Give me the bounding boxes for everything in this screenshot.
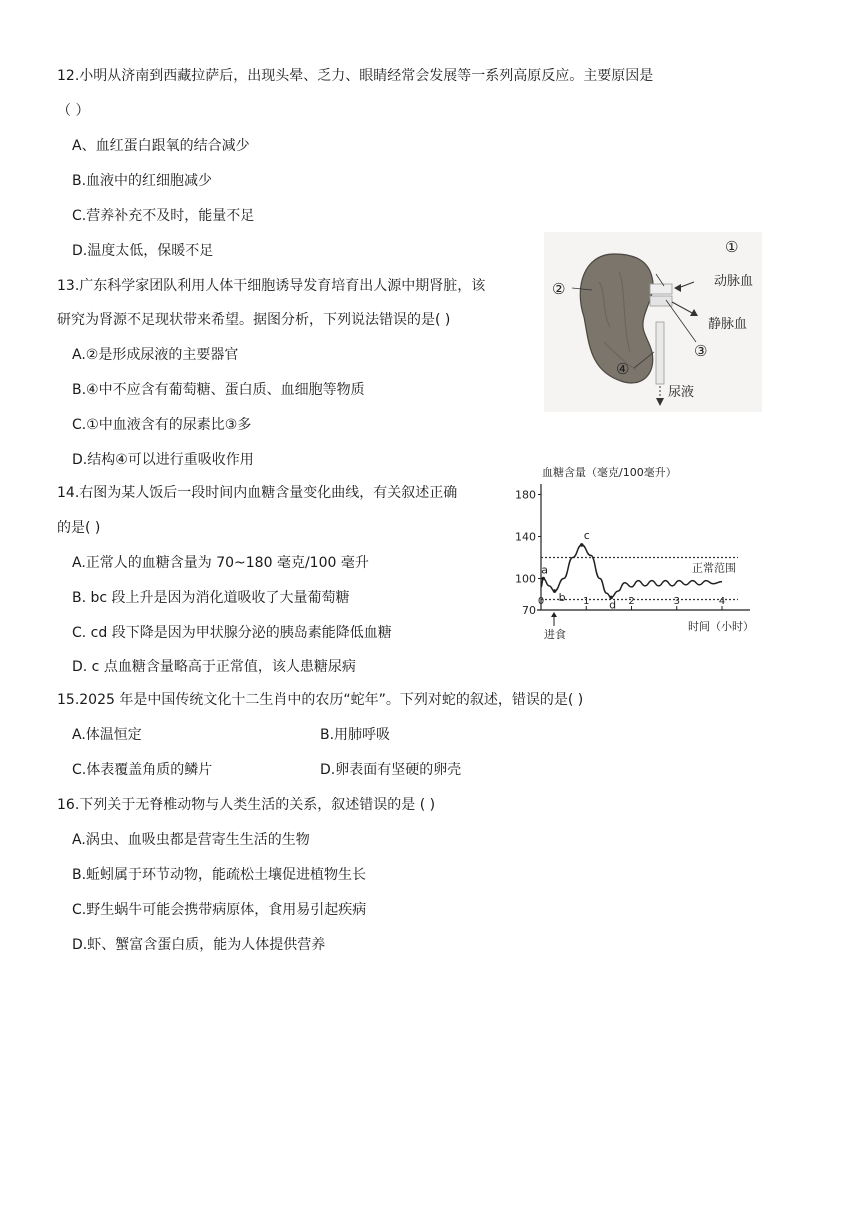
q12-option-c: C.营养补充不及时，能量不足 — [72, 208, 255, 224]
q16-option-b: B.蚯蚓属于环节动物，能疏松土壤促进植物生长 — [72, 867, 367, 883]
q14-stem-line2: 的是( ) — [57, 520, 101, 536]
q15-option-d: D.卵表面有坚硬的卵壳 — [320, 762, 462, 778]
x-tick-label-4: 4 — [718, 596, 726, 607]
q15-option-c: C.体表覆盖角质的鳞片 — [72, 762, 213, 778]
q16-option-c: C.野生蜗牛可能会携带病原体，食用易引起疾病 — [72, 902, 367, 918]
q15-option-a: A.体温恒定 — [72, 727, 142, 743]
y-tick-label-3: 180 — [515, 488, 536, 502]
q15-option-b: B.用肺呼吸 — [320, 727, 391, 743]
q13-option-a: A.②是形成尿液的主要器官 — [72, 347, 239, 363]
q14-option-c: C. cd 段下降是因为甲状腺分泌的胰岛素能降低血糖 — [72, 625, 392, 641]
label-2: ② — [552, 280, 566, 298]
artery-label: 动脉血 — [714, 274, 754, 289]
vein-label: 静脉血 — [708, 317, 748, 332]
q12-option-b: B.血液中的红细胞减少 — [72, 173, 213, 189]
blood-sugar-chart — [512, 460, 762, 642]
y-tick-label-1: 100 — [515, 572, 536, 586]
point-b — [553, 589, 557, 593]
q12-stem: 12.小明从济南到西藏拉萨后，出现头晕、乏力、眼睛经常会发展等一系列高原反应。主要原因是 — [57, 68, 654, 84]
kidney-figure — [544, 232, 762, 412]
renal-vein-vessel — [650, 296, 672, 306]
q14-option-b: B. bc 段上升是因为消化道吸收了大量葡萄糖 — [72, 590, 350, 606]
q14-option-a: A.正常人的血糖含量为 70~180 毫克/100 毫升 — [72, 555, 369, 571]
q13-option-d: D.结构④可以进行重吸收作用 — [72, 452, 254, 468]
point-c — [580, 543, 584, 547]
renal-artery-vessel — [650, 284, 672, 294]
chart-xlabel: 时间（小时） — [688, 620, 754, 633]
x-tick-label-1: 1 — [583, 596, 590, 607]
normal-range-label: 正常范围 — [692, 561, 736, 575]
ureter-tube — [656, 322, 664, 384]
urine-label: 尿液 — [668, 385, 695, 400]
label-4: ④ — [616, 360, 630, 378]
q13-option-c: C.①中血液含有的尿素比③多 — [72, 417, 252, 433]
label-1: ① — [725, 238, 739, 256]
q16-option-a: A.涡虫、血吸虫都是营寄生生活的生物 — [72, 832, 310, 848]
q14-stem-line1: 14.右图为某人饭后一段时间内血糖含量变化曲线，有关叙述正确 — [57, 485, 458, 501]
q14-option-d: D. c 点血糖含量略高于正常值，该人患糖尿病 — [72, 659, 356, 675]
y-tick-label-0: 70 — [522, 604, 536, 617]
q12-option-a: A、血红蛋白跟氧的结合减少 — [72, 138, 250, 154]
q15-stem: 15.2025 年是中国传统文化十二生肖中的农历“蛇年”。下列对蛇的叙述，错误的是( ) — [57, 692, 584, 708]
point-label-b: b — [558, 591, 566, 605]
q12-option-d: D.温度太低，保暖不足 — [72, 243, 214, 259]
meal-arrow-head — [551, 612, 557, 617]
meal-label: 进食 — [544, 628, 566, 641]
point-label-a: a — [541, 563, 549, 577]
y-tick-label-2: 140 — [515, 530, 536, 544]
q13-stem-line1: 13.广东科学家团队利用人体干细胞诱导发育培育出人源中期肾脏，该 — [57, 278, 486, 294]
label-3: ③ — [694, 342, 708, 360]
point-label-d: d — [609, 598, 617, 612]
q12-answer-paren: （ ） — [57, 103, 90, 119]
q13-stem-line2: 研究为肾源不足现状带来希望。据图分析，下列说法错误的是( ) — [57, 312, 451, 328]
x-tick-label-3: 3 — [673, 596, 680, 607]
x-tick-label-0: 0 — [537, 596, 545, 607]
x-tick-label-2: 2 — [628, 596, 635, 607]
point-label-c: c — [583, 528, 590, 542]
q16-stem: 16.下列关于无脊椎动物与人类生活的关系，叙述错误的是 ( ) — [57, 797, 436, 813]
q13-option-b: B.④中不应含有葡萄糖、蛋白质、血细胞等物质 — [72, 382, 365, 398]
point-a — [541, 577, 545, 581]
chart-ylabel: 血糖含量（毫克/100毫升） — [542, 466, 677, 479]
q16-option-d: D.虾、蟹富含蛋白质，能为人体提供营养 — [72, 937, 326, 953]
